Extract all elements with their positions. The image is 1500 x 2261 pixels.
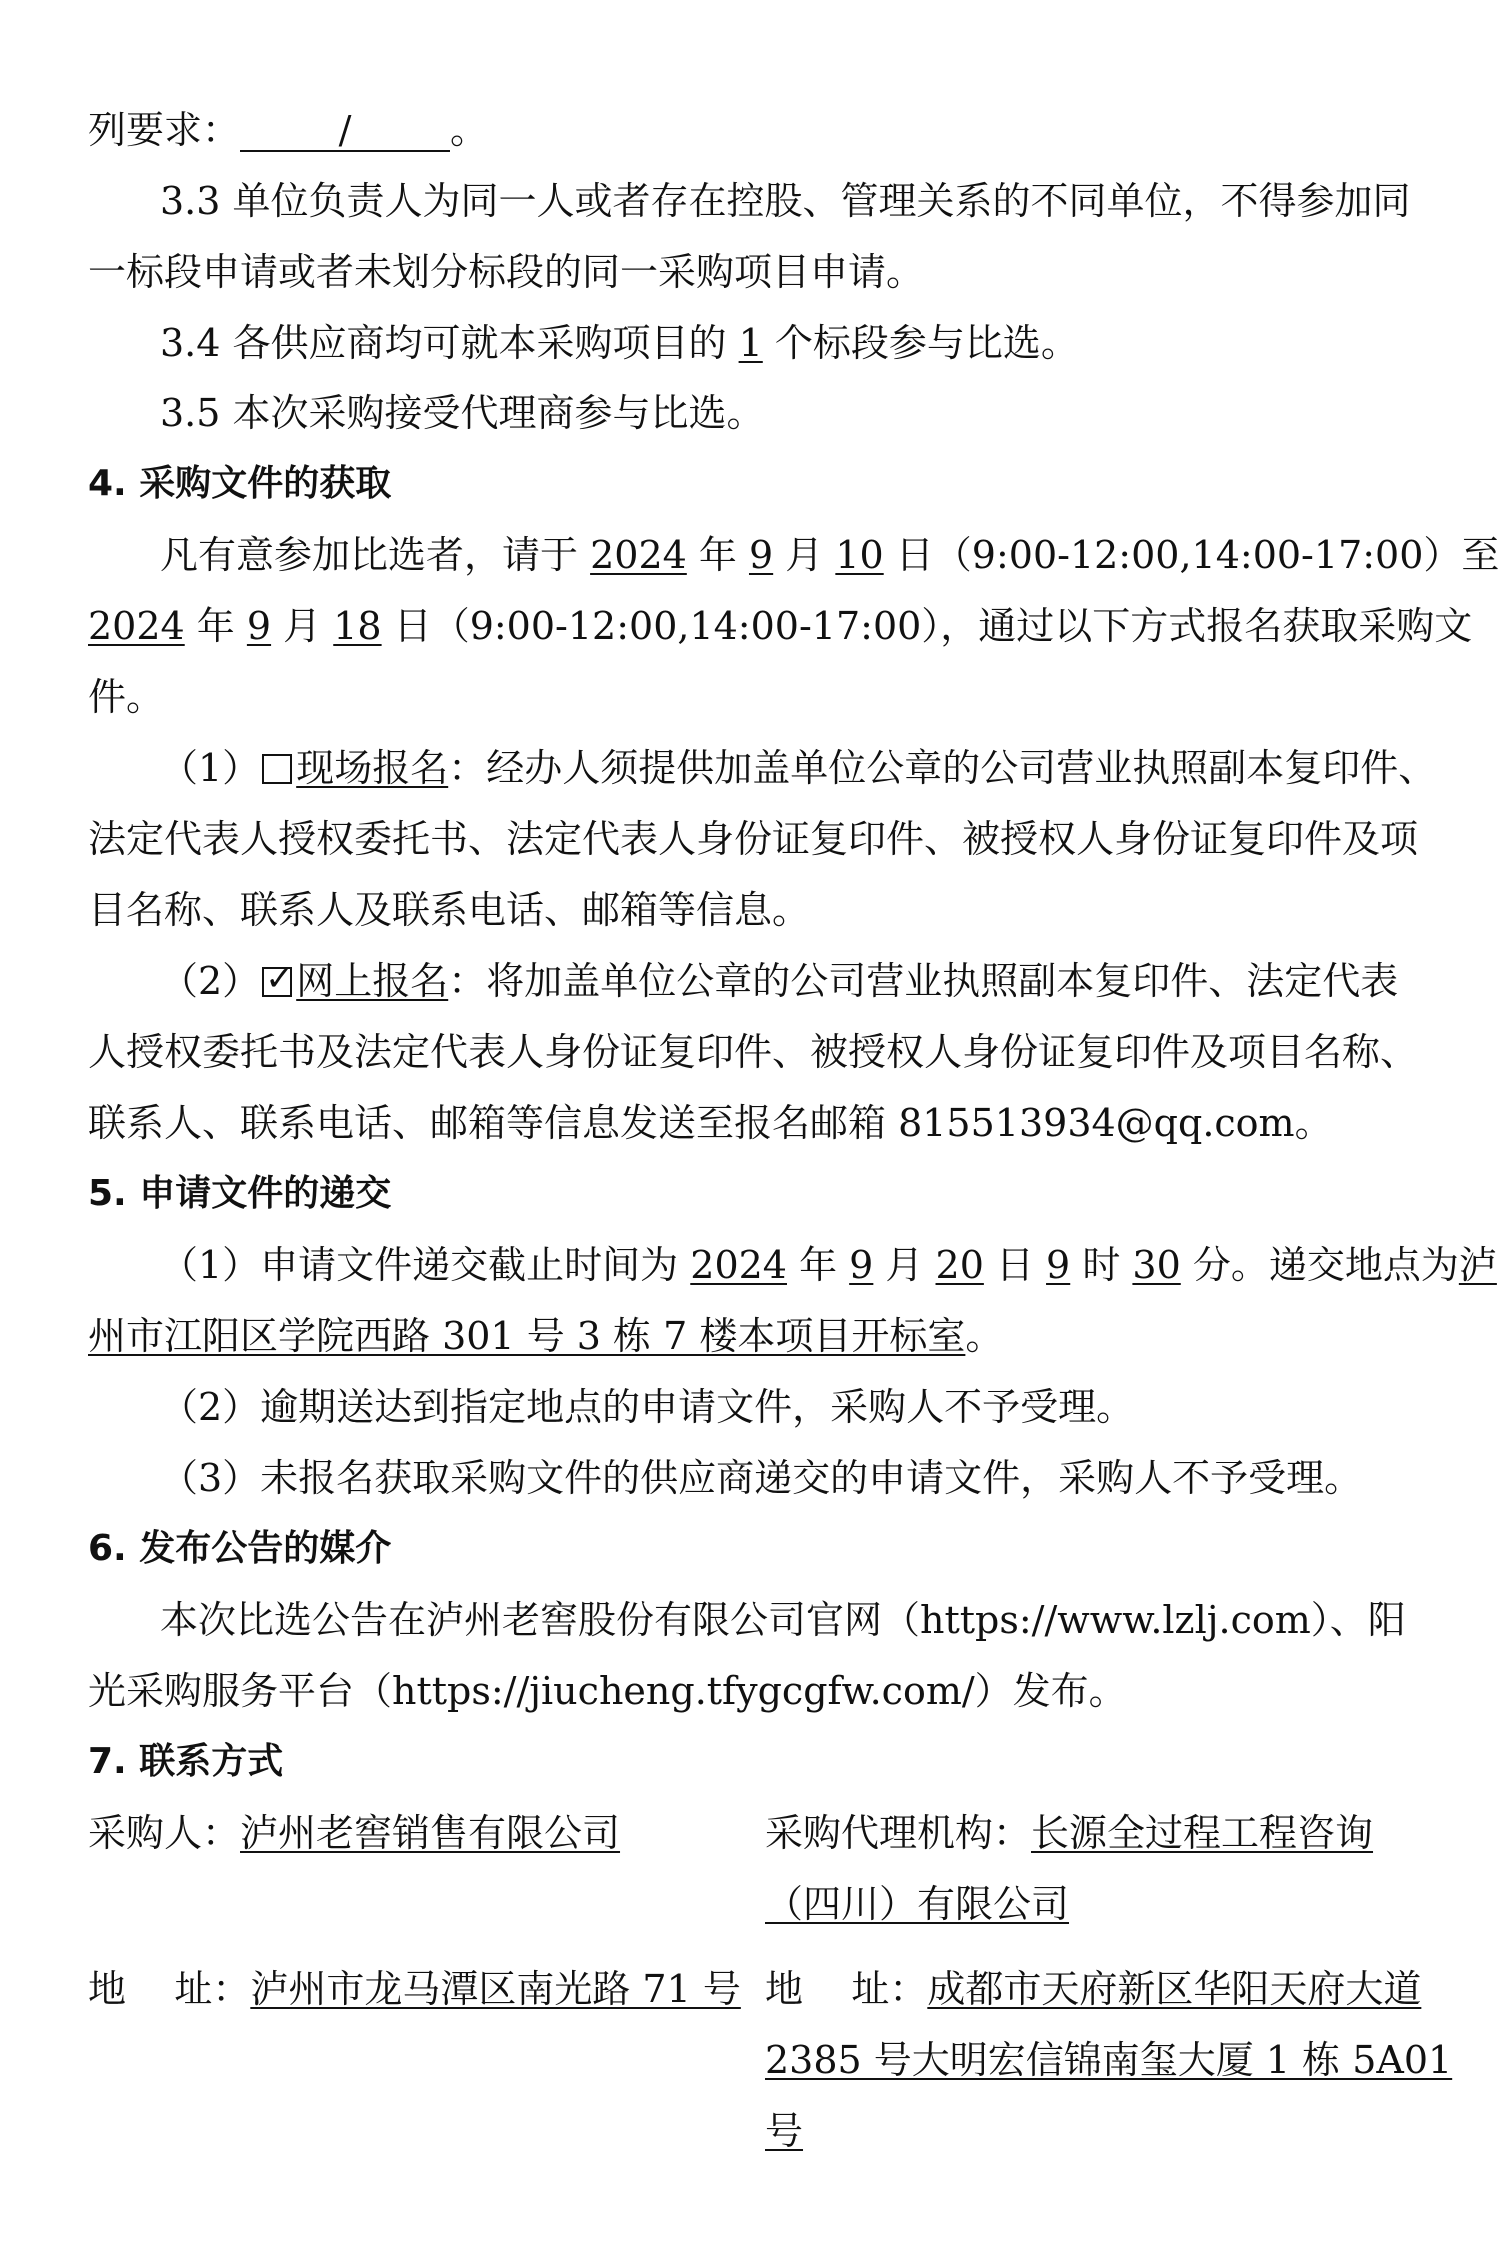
text: ：经办人须提供加盖单位公章的公司营业执照副本复印件、: [448, 746, 1437, 790]
agent-address-line3: [765, 2107, 1425, 2155]
text: 。: [965, 1314, 1004, 1358]
text: 年: [184, 604, 247, 648]
address-label: 地 址：: [88, 1967, 251, 2011]
period: 。: [450, 108, 489, 152]
text: 日: [983, 1243, 1047, 1287]
text: 分。递交地点为: [1180, 1243, 1459, 1287]
start-day: 10: [835, 533, 884, 577]
section-7-heading: 7. 联系方式: [88, 1741, 284, 1782]
onsite-label: 现场报名: [296, 746, 449, 790]
requirement-line: [88, 106, 1418, 154]
start-month: 9: [748, 533, 774, 577]
place-start: 泸: [1458, 1243, 1497, 1287]
agent-name: 长源全过程工程咨询: [1031, 1811, 1374, 1855]
section-4-heading: 4. 采购文件的获取: [88, 463, 392, 504]
text: 凡有意参加比选者，请于: [160, 533, 591, 577]
text: 日（9:00-12:00,14:00-17:00），通过以下方式报名获取采购文: [381, 604, 1473, 648]
agent-label: 采购代理机构：: [765, 1811, 1032, 1855]
section-5-heading: 5. 申请文件的递交: [88, 1173, 392, 1214]
clause-3-4-text: 3.4 各供应商均可就本采购项目的: [160, 321, 739, 365]
deadline-day: 20: [935, 1243, 984, 1287]
s5-p4: （3）未报名获取采购文件的供应商递交的申请文件，采购人不予受理。: [160, 1456, 1363, 1500]
option-online: [160, 957, 1418, 1005]
s5-p2: [88, 1312, 1418, 1360]
text: ：将加盖单位公章的公司营业执照副本复印件、法定代表: [448, 959, 1399, 1003]
onsite-checkbox[interactable]: [262, 754, 292, 784]
deadline-month: 9: [849, 1243, 874, 1287]
deadline-year: 2024: [690, 1243, 787, 1287]
option-onsite-line2: 法定代表人授权委托书、法定代表人身份证复印件、被授权人身份证复印件及项: [88, 817, 1419, 861]
end-month: 9: [246, 604, 272, 648]
end-day: 18: [333, 604, 382, 648]
clause-3-3-line2: 一标段申请或者未划分标段的同一采购项目申请。: [88, 250, 925, 294]
text: 时: [1070, 1243, 1133, 1287]
end-year: 2024: [88, 604, 185, 648]
section-count: 1: [738, 321, 763, 365]
requirement-text: 列要求：: [88, 108, 241, 152]
buyer-name: 泸州老窖销售有限公司: [240, 1811, 621, 1855]
agent-address-cont: 2385 号大明宏信锦南玺大厦 1 栋 5A01: [765, 2038, 1453, 2082]
agent-name-cont: （四川）有限公司: [765, 1882, 1070, 1926]
submission-place: 州市江阳区学院西路 301 号 3 栋 7 楼本项目开标室: [88, 1314, 966, 1358]
online-checkbox-checked[interactable]: [262, 967, 292, 997]
clause-3-3-line1: 3.3 单位负责人为同一人或者存在控股、管理关系的不同单位，不得参加同: [160, 179, 1411, 223]
agent-line: [765, 1809, 1425, 1857]
clause-3-4-tail: 个标段参与比选。: [762, 321, 1079, 365]
text: 月: [773, 533, 836, 577]
buyer-address: 泸州市龙马潭区南光路 71 号: [250, 1967, 741, 2011]
clause-3-5: 3.5 本次采购接受代理商参与比选。: [160, 391, 765, 435]
option-onsite-line3: 目名称、联系人及联系电话、邮箱等信息。: [88, 888, 811, 932]
s4-p1: [160, 531, 1500, 579]
online-label: 网上报名: [296, 959, 449, 1003]
option-online-line2: 人授权委托书及法定代表人身份证复印件、被授权人身份证复印件及项目名称、: [88, 1030, 1419, 1074]
s5-p1: [160, 1241, 1497, 1289]
agent-address-line2: [765, 2036, 1453, 2084]
text: （1）申请文件递交截止时间为: [160, 1243, 691, 1287]
agent-address-line: [765, 1965, 1425, 2013]
agent-address: 成都市天府新区华阳天府大道: [927, 1967, 1422, 2011]
s4-p3: 件。: [88, 675, 165, 719]
text: 年: [786, 1243, 850, 1287]
option-onsite: [160, 744, 1437, 792]
address-label: 地 址：: [765, 1967, 928, 2011]
blank-field: /: [240, 110, 450, 152]
section-6-heading: 6. 发布公告的媒介: [88, 1528, 392, 1569]
text: 月: [271, 604, 334, 648]
text: 年: [686, 533, 749, 577]
agent-line2: [765, 1880, 1425, 1928]
s6-p1: 本次比选公告在泸州老窖股份有限公司官网（https://www.lzlj.com）、阳: [160, 1598, 1406, 1642]
text: 日（9:00-12:00,14:00-17:00）至: [883, 533, 1500, 577]
buyer-line: [88, 1809, 728, 1857]
clause-3-4: [160, 319, 1418, 367]
buyer-address-line: [88, 1965, 741, 2013]
option-number: （1）: [160, 746, 261, 790]
agent-address-end: 号: [765, 2109, 804, 2153]
s6-p2: 光采购服务平台（https://jiucheng.tfygcgfw.com/）发布。: [88, 1669, 1127, 1713]
option-online-line3: 联系人、联系电话、邮箱等信息发送至报名邮箱 815513934@qq.com。: [88, 1101, 1333, 1145]
buyer-label: 采购人：: [88, 1811, 241, 1855]
deadline-minute: 30: [1132, 1243, 1181, 1287]
start-year: 2024: [590, 533, 687, 577]
text: 月: [873, 1243, 936, 1287]
deadline-hour: 9: [1046, 1243, 1071, 1287]
option-number: （2）: [160, 959, 261, 1003]
s4-p2: [88, 602, 1473, 650]
s5-p3: （2）逾期送达到指定地点的申请文件，采购人不予受理。: [160, 1385, 1135, 1429]
